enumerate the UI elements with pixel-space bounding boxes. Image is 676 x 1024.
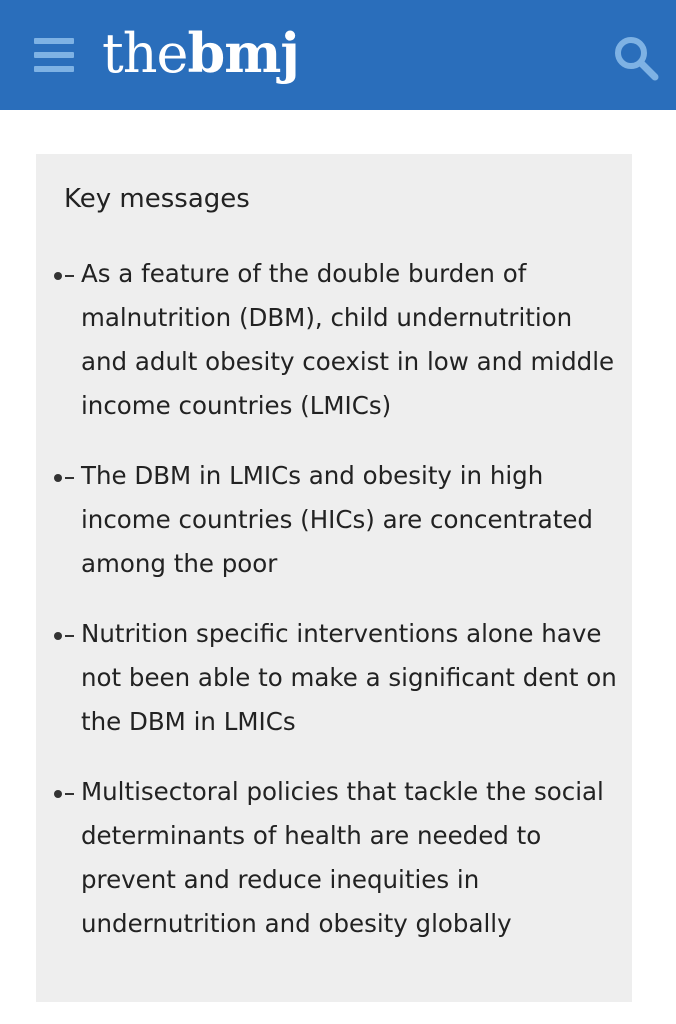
message-line: As a feature of the double burden of [81,259,527,288]
key-message-item [52,252,622,428]
message-line: determinants of health are needed to [81,821,542,850]
menu-bar [34,38,74,44]
search-icon[interactable] [612,34,660,82]
message-line: the DBM in LMICs [81,707,296,736]
key-messages-list [52,252,622,972]
message-line: The DBM in LMICs and obesity in high [81,461,544,490]
search-icon-graphic [612,34,660,82]
message-line: Multisectoral policies that tackle the social [81,777,604,806]
key-message-item [52,770,622,946]
site-header [0,0,676,110]
menu-bar [34,66,74,72]
key-message-item [52,612,622,744]
message-line: income countries (LMICs) [81,391,392,420]
message-line: prevent and reduce inequities in [81,865,480,894]
message-line: not been able to make a significant dent on [81,663,617,692]
message-line: Nutrition specific interventions alone have [81,619,602,648]
bullet-icon [52,252,80,296]
message-line: among the poor [81,549,278,578]
key-messages-title: Key messages [64,184,250,214]
bullet-icon [52,612,80,656]
logo-the-text: the [102,22,188,85]
bmj-logo[interactable] [102,18,299,88]
message-line: undernutrition and obesity globally [81,909,512,938]
key-messages-box [36,154,632,1002]
hamburger-menu-icon[interactable] [34,38,74,72]
bullet-icon [52,770,80,814]
key-message-item [52,454,622,586]
bullet-icon [52,454,80,498]
menu-bar [34,52,74,58]
logo-bmj-text: bmj [187,21,299,85]
message-line: and adult obesity coexist in low and middle [81,347,615,376]
message-line: income countries (HICs) are concentrated [81,505,593,534]
message-line: malnutrition (DBM), child undernutrition [81,303,573,332]
